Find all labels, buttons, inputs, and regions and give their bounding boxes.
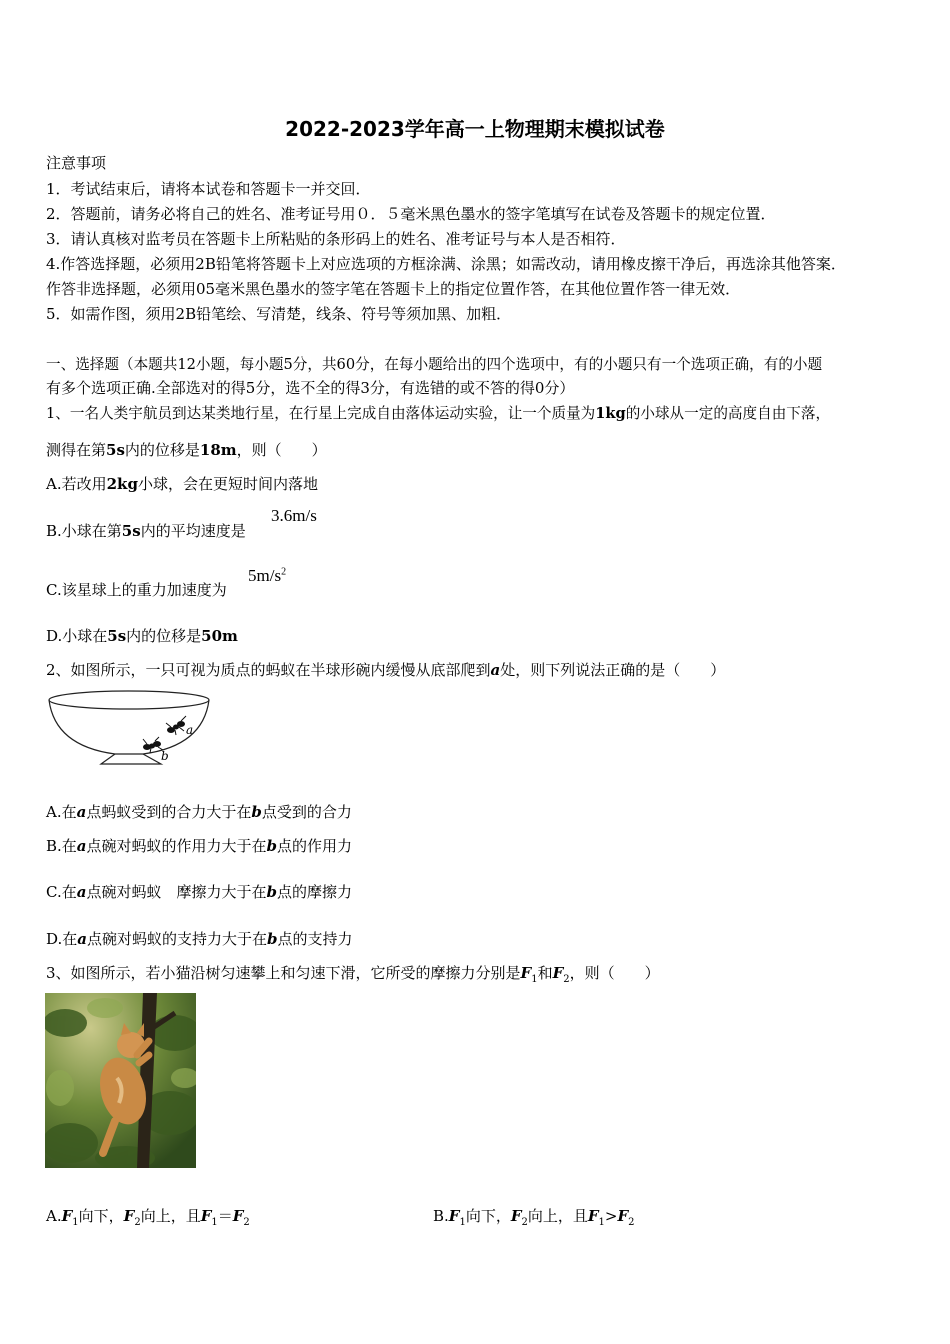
q2-option-c: C.在a点碗对蚂蚁 摩擦力大于在b点的摩擦力: [46, 883, 352, 901]
q2-option-b: B.在a点碗对蚂蚁的作用力大于在b点的作用力: [46, 837, 353, 855]
bowl-rim: [49, 691, 209, 709]
q1-option-b-formula: 3.6m/s: [271, 506, 317, 525]
q3-option-a: $A.F_1$向下，$F_2$向上，且$F_1=F_2$: [46, 1207, 250, 1228]
notice-item-3: 3．请认真核对监考员在答题卡上所粘贴的条形码上的姓名、准考证号与本人是否相符．: [46, 230, 626, 248]
q1-option-b: B.小球在第5s内的平均速度是: [46, 522, 246, 540]
q3-stem: 3、如图所示，若小猫沿树匀速攀上和匀速下滑，它所受的摩擦力分别是$F_1$和$F_2$，则（ ）: [46, 964, 660, 985]
figure-label-b: b: [161, 749, 169, 763]
q1-stem-line1: 1、一名人类宇航员到达某类地行星，在行星上完成自由落体运动实验，让一个质量为1kg的小球从一定的高度自由下落，: [46, 405, 831, 422]
q1-option-a: A.若改用2kg小球，会在更短时间内落地: [46, 475, 318, 493]
notice-heading: 注意事项: [46, 154, 107, 172]
section-heading-line2: 有多个选项正确.全部选对的得5分，选不全的得3分，有选错的或不答的得0分）: [46, 379, 575, 397]
q1-option-c-formula: $5m/s^2$: [248, 566, 287, 585]
notice-item-5: 5．如需作图，须用2B铅笔绘、写清楚，线条、符号等须加黑、加粗．: [46, 305, 512, 323]
q2-option-d: D.在a点碗对蚂蚁的支持力大于在b点的支持力: [46, 930, 353, 948]
notice-item-2: 2．答题前，请务必将自己的姓名、准考证号用０．５毫米黑色墨水的签字笔填写在试卷及答题卡的规定位置．: [46, 205, 776, 223]
figure-label-a: a: [186, 723, 194, 737]
bowl-ant-figure: [45, 688, 215, 768]
bowl-base: [101, 754, 161, 764]
page-title: 2022-2023学年高一上物理期末模拟试卷: [285, 117, 665, 141]
notice-item-4: 4.作答选择题，必须用2B铅笔将答题卡上对应选项的方框涂满、涂黑；如需改动，请用橡皮擦干净后，再选涂其他答案．: [46, 255, 846, 273]
section-heading-line1: 一、选择题（本题共12小题，每小题5分，共60分，在每小题给出的四个选项中，有的小题只有一个选项正确，有的小题: [46, 356, 823, 373]
notice-item-4b: 作答非选择题，必须用05毫米黑色墨水的签字笔在答题卡上的指定位置作答，在其他位置作答一律无效．: [46, 280, 741, 298]
q2-option-a: A.在a点蚂蚁受到的合力大于在b点受到的合力: [46, 803, 352, 821]
q3-option-b: $B.F_1$向下，$F_2$向上，且$F_1>F_2$: [433, 1207, 635, 1228]
q1-option-d: D.小球在5s内的位移是50m: [46, 627, 238, 645]
q1-stem-line2: 测得在第5s内的位移是18m，则（ ）: [46, 441, 327, 459]
bowl-body: [49, 700, 209, 754]
q1-option-c: C.该星球上的重力加速度为: [46, 581, 227, 599]
q2-stem: 2、如图所示，一只可视为质点的蚂蚁在半球形碗内缓慢从底部爬到a处，则下列说法正确的是（ ）: [46, 661, 726, 679]
notice-item-1: 1．考试结束后，请将本试卷和答题卡一并交回．: [46, 180, 371, 198]
ant-upper-icon: [166, 716, 186, 735]
cat-climbing-tree-photo: [45, 993, 196, 1168]
